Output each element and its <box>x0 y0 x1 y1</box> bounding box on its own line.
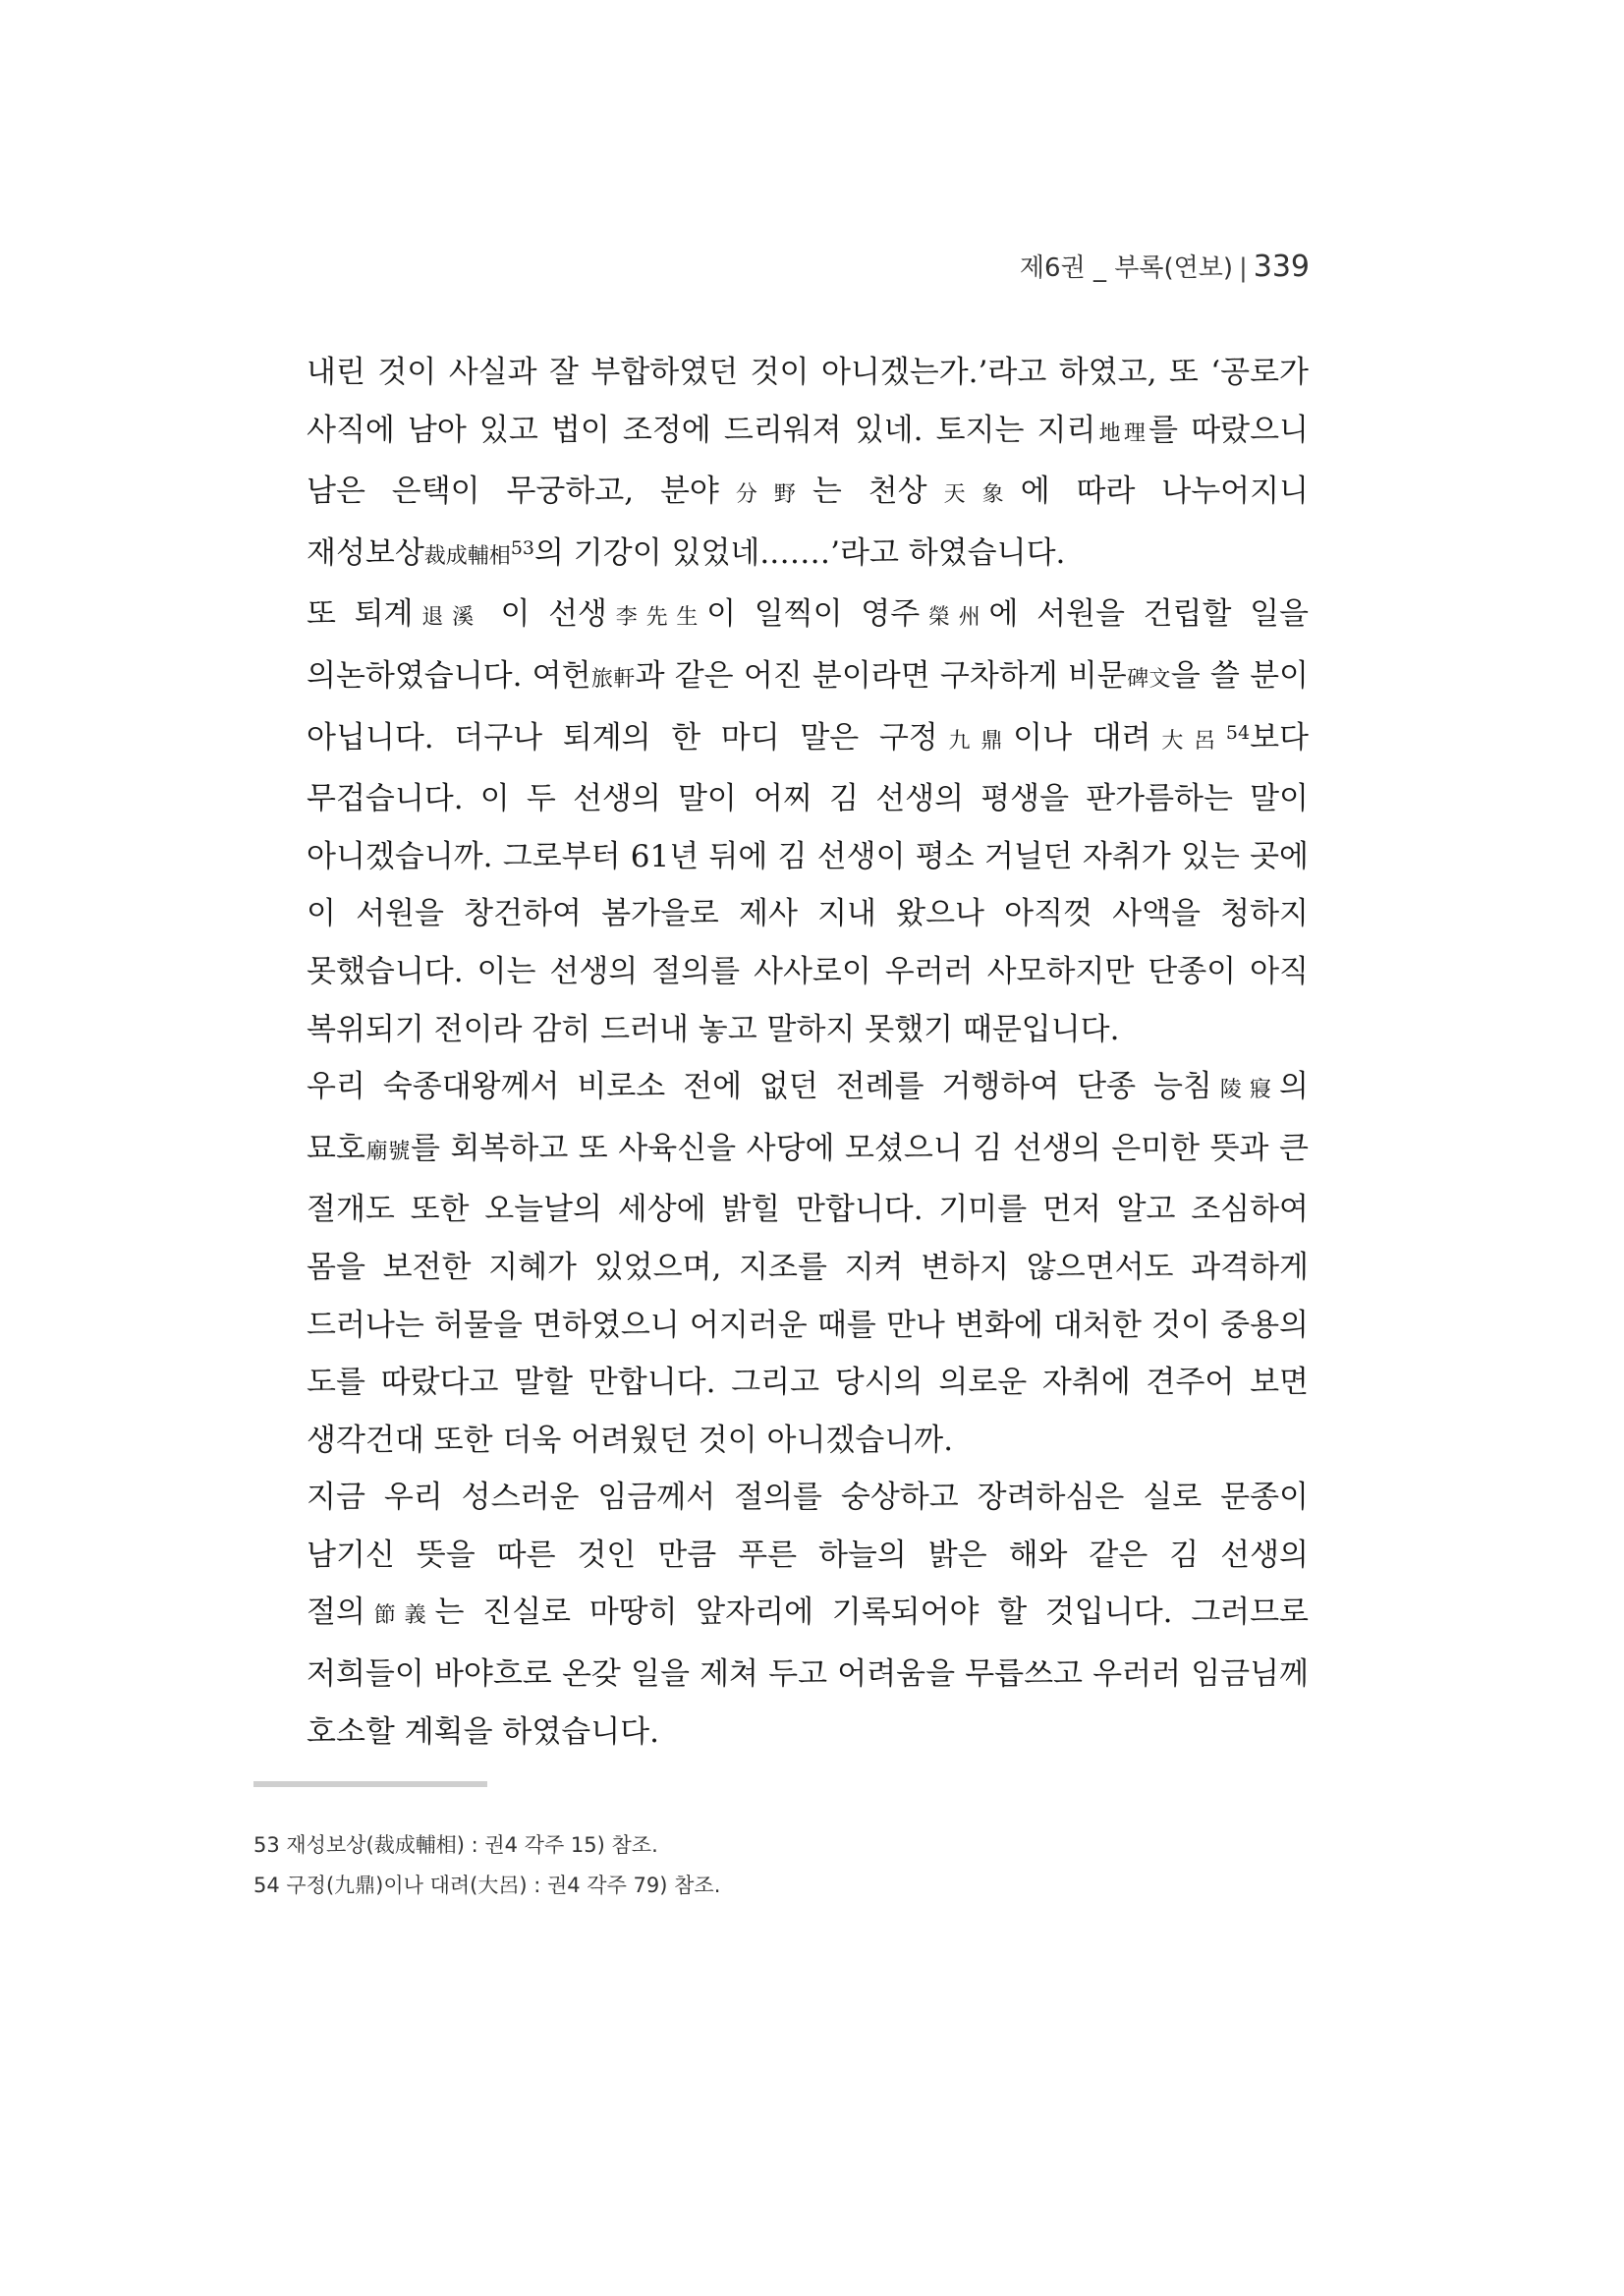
text-run: 지금 우리 성스러운 임금께서 절의를 숭상하고 장려하심은 실로 문종이 남기신 뜻을 따른 것인 만큼 푸른 하늘의 밝은 해와 같은 김 선생의 절의 <box>307 1480 1309 1631</box>
text-run: 또 퇴계 <box>307 596 414 633</box>
text-run: 의 묘호 <box>307 1069 1309 1166</box>
paragraph <box>307 1469 1309 1761</box>
hanja-gloss: 九鼎 <box>937 728 1014 754</box>
hanja-gloss: 碑文 <box>1126 666 1171 692</box>
text-run: 를 따랐으니 남은 은택이 무궁하고, 분야 <box>307 412 1309 510</box>
footnote-marker: 54 <box>1225 721 1251 744</box>
hanja-gloss: 旅軒 <box>590 666 636 692</box>
paragraph <box>307 586 1309 1058</box>
text-run: 이 일찍이 영주 <box>706 596 921 633</box>
footnotes <box>253 1825 1138 1906</box>
text-run: 과 같은 어진 분이라면 구차하게 비문 <box>635 657 1127 694</box>
text-run: 이 선생 <box>481 596 607 633</box>
section-title: 제6권 _ 부록(연보) <box>1019 253 1233 283</box>
footnote-divider <box>253 1781 487 1787</box>
hanja-gloss: 廟號 <box>364 1139 411 1164</box>
hanja-gloss: 榮州 <box>920 605 989 631</box>
paragraph <box>307 344 1309 586</box>
footnote: 54 구정(九鼎)이나 대려(大呂) : 권4 각주 79) 참조. <box>253 1874 721 1897</box>
body-text <box>307 344 1309 1761</box>
text-run: 이나 대려 <box>1013 719 1151 756</box>
hanja-gloss: 節義 <box>364 1603 435 1629</box>
text-run: 내린 것이 사실과 잘 부합하였던 것이 아니겠는가.’라고 하였고, 또 ‘공로가 사직에 남아 있고 법이 조정에 드리워져 있네. 토지는 지리 <box>307 355 1309 448</box>
paragraph <box>307 1058 1309 1469</box>
hanja-gloss: 分野 <box>718 482 812 508</box>
page-number: 339 <box>1253 250 1310 284</box>
footnote-marker: 53 <box>510 536 534 559</box>
running-header <box>1020 248 1310 284</box>
hanja-gloss: 陵寢 <box>1211 1078 1280 1103</box>
hanja-gloss: 退溪 <box>413 605 482 631</box>
text-run: 에 서원을 건립할 일을 의논하였습니다. 여헌 <box>307 596 1309 694</box>
footnote: 53 재성보상(裁成輔相) : 권4 각주 15) 참조. <box>253 1833 658 1857</box>
hanja-gloss: 地理 <box>1095 420 1149 446</box>
text-run: 보다 무겁습니다. 이 두 선생의 말이 어찌 김 선생의 평생을 판가름하는 말이 아니겠습니까. 그로부터 61년 뒤에 김 선생이 평소 거닐던 자취가 있는 곳에 이 서원을 창건하여 봄가을로 제사 지내 왔으나 아직껏 사액을 청하지 못했습니다. 이는 선생의 절의를 사사로이 우러러 사모하지만 단종이 아직 복위되기 전이라 감히 드러내 놓고 말하지 못했기 때문입니다. <box>307 719 1309 1047</box>
text-run: 는 진실로 마땅히 앞자리에 기록되어야 할 것입니다. 그러므로 저희들이 바야흐로 온갖 일을 제쳐 두고 어려움을 무릅쓰고 우러러 임금님께 호소할 계획을 하였습니다. <box>307 1595 1309 1750</box>
text-run: 를 회복하고 또 사육신을 사당에 모셨으니 김 선생의 은미한 뜻과 큰 절개도 또한 오늘날의 세상에 밝힐 만합니다. 기미를 먼저 알고 조심하여 몸을 보전한 지혜가 있었으며, 지조를 지켜 변하지 않으면서도 과격하게 드러나는 허물을 면하였으니 어지러운 때를 만나 변화에 대처한 것이 중용의 도를 따랐다고 말할 만합니다. 그리고 당시의 의로운 자취에 견주어 보면 생각건대 또한 더욱 어려웠던 것이 아니겠습니까. <box>307 1130 1309 1458</box>
hanja-gloss: 大呂 <box>1150 728 1226 754</box>
hanja-gloss: 天象 <box>926 482 1021 508</box>
header-separator: | <box>1238 253 1248 283</box>
hanja-gloss: 李先生 <box>607 605 707 631</box>
text-run: 에 따라 나누어지니 재성보상 <box>307 474 1309 571</box>
hanja-gloss: 裁成輔相 <box>423 543 511 569</box>
text-run: 우리 숙종대왕께서 비로소 전에 없던 전례를 거행하여 단종 능침 <box>307 1069 1212 1105</box>
text-run: 을 쓸 분이 아닙니다. 더구나 퇴계의 한 마디 말은 구정 <box>307 657 1309 756</box>
text-run: 는 천상 <box>812 474 927 510</box>
text-run: 의 기강이 있었네.……’라고 하였습니다. <box>534 534 1066 571</box>
